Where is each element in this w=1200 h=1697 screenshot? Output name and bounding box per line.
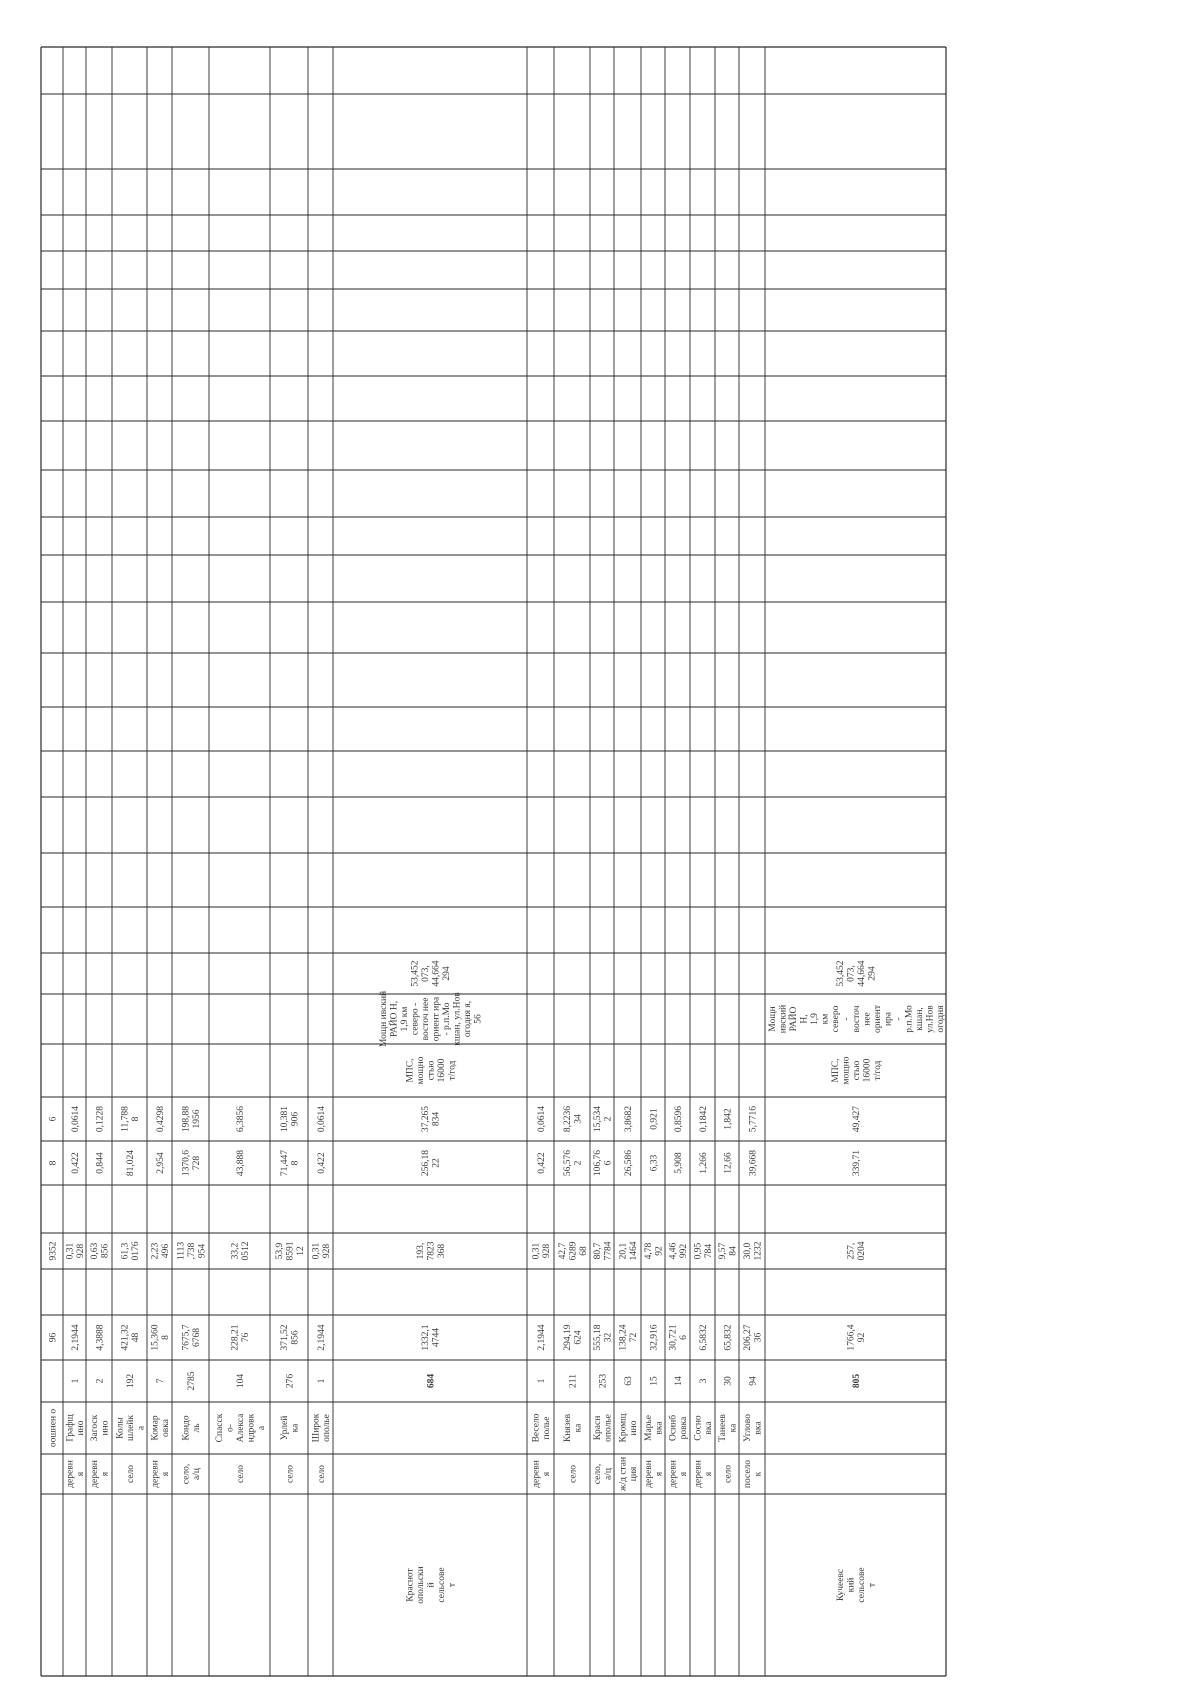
cell-c9: 1370,6728: [181, 1149, 203, 1177]
cell-count: 276: [285, 1373, 296, 1389]
cell-count: 104: [235, 1373, 246, 1389]
cell-area: 2,1944: [70, 1324, 81, 1351]
cell-count: 15: [649, 1376, 660, 1386]
cell-c9: 339,71: [851, 1149, 862, 1177]
cell-count: 94: [748, 1376, 759, 1386]
cell-count: 2785: [186, 1371, 197, 1391]
cell-area: 371,52856: [280, 1324, 301, 1351]
cell-c10: 49,427: [851, 1105, 862, 1133]
cell-area: 96: [48, 1332, 59, 1343]
cell-c7: 0,31928: [65, 1242, 87, 1260]
cell-count: 684: [426, 1373, 437, 1389]
cell-c10: 198,881956: [181, 1105, 203, 1133]
cell-area: 555,1832: [593, 1324, 614, 1351]
cell-settlement: Кучеевскийсельсовет: [836, 1567, 878, 1603]
cell-area: 6,5832: [698, 1324, 709, 1351]
cell-count: 1: [70, 1378, 81, 1384]
cell-c10: 0,8596: [673, 1105, 684, 1133]
cell-c7: 0,31928: [311, 1242, 333, 1260]
cell-facility: МПС,мощностью16000т/год: [830, 1056, 883, 1085]
cell-c7: 4,7892: [644, 1242, 665, 1260]
cell-type: село: [125, 1464, 136, 1484]
cell-name: Комаровка: [150, 1415, 172, 1441]
cell-area: 421,3248: [120, 1324, 142, 1351]
cell-c10: 6,3856: [235, 1105, 246, 1133]
cell-count: 63: [623, 1376, 634, 1386]
cell-c10: 10,381906: [280, 1105, 301, 1133]
cell-name: Кондоль: [181, 1415, 203, 1441]
cell-area: 1766,492: [846, 1324, 868, 1351]
cell-count: 7: [155, 1378, 166, 1384]
cell-c7: 20,11464: [618, 1241, 640, 1261]
cell-name: Веселополье: [531, 1413, 553, 1443]
cell-count: 14: [673, 1376, 684, 1386]
cell-desc: Мощн ивскийРАЙО Н,1,9 кмсеверо -восточ нееориент ира- р.п.Мокшан, ул.Новогодня я,56: [379, 990, 484, 1048]
cell-type: деревня: [150, 1460, 172, 1488]
cell-facility: МПС,мощностью16000т/год: [405, 1056, 458, 1085]
cell-c9: 71,4478: [280, 1149, 301, 1177]
cell-type: село: [723, 1464, 734, 1484]
cell-c9: 39,668: [748, 1149, 759, 1177]
cell-type: деревня: [668, 1460, 690, 1488]
cell-c9: 1,266: [698, 1152, 709, 1174]
cell-c10: 15,5342: [593, 1105, 614, 1133]
cell-area: 32,916: [649, 1324, 660, 1351]
cell-c9: 12,66: [723, 1152, 734, 1174]
cell-type: ж/д станция: [618, 1456, 640, 1492]
cell-c10: 0,4298: [155, 1105, 166, 1133]
cell-area: 4,3888: [95, 1324, 106, 1351]
cell-name: Краснополье: [593, 1414, 614, 1442]
cell-area: 65,832: [723, 1324, 734, 1351]
cell-name: Осинбровка: [668, 1414, 690, 1442]
cell-count: 1: [316, 1378, 327, 1384]
cell-area: 15,3608: [150, 1324, 172, 1351]
cell-c7: 4,46992: [668, 1242, 690, 1260]
cell-count: 253: [598, 1373, 609, 1389]
cell-name: Шиpoкополье: [311, 1413, 333, 1443]
cell-area: 138,2472: [618, 1324, 640, 1351]
cell-type: село: [285, 1464, 296, 1484]
cell-c9: 26,586: [623, 1149, 634, 1177]
cell-name: Сосновка: [693, 1415, 715, 1441]
cell-type: деревня: [644, 1460, 665, 1488]
cell-c9: 106,766: [593, 1149, 614, 1177]
cell-type: деревня: [693, 1460, 715, 1488]
cell-c9: 5,908: [673, 1152, 684, 1174]
cell-area: 2,1944: [536, 1324, 547, 1351]
cell-c7: 53,9859112: [274, 1241, 306, 1261]
cell-c7: 2,23496: [150, 1242, 172, 1260]
cell-type: село: [316, 1464, 327, 1484]
cell-c9: 0,422: [536, 1152, 547, 1174]
cell-settlement: Краснотопольскийсельсовет: [405, 1566, 458, 1604]
cell-name: Графщино: [65, 1414, 87, 1442]
cell-coords: 53,452073,44,664294: [836, 960, 878, 987]
cell-c7: 9352: [48, 1241, 59, 1261]
cell-type: деревня: [531, 1460, 553, 1488]
cell-name: Князевка: [563, 1413, 584, 1443]
cell-c9: 256,1822: [421, 1149, 442, 1177]
cell-type: поселок: [743, 1459, 764, 1489]
cell-name: Колышлейка: [115, 1415, 147, 1441]
cell-c10: 1,842: [723, 1108, 734, 1130]
cell-c10: 0,1228: [95, 1105, 106, 1133]
cell-type: деревня: [90, 1460, 111, 1488]
cell-c10: 0,0614: [536, 1105, 547, 1133]
cell-c10: 8,223634: [563, 1105, 584, 1133]
cell-name: Углововка: [743, 1414, 764, 1442]
cell-c7: 0,95784: [693, 1242, 715, 1260]
cell-c9: 2,954: [155, 1152, 166, 1174]
cell-area: 206,2736: [743, 1324, 764, 1351]
cell-count: 1: [536, 1378, 547, 1384]
cell-desc: МощнивскийРАЙОН,1,9кмсеверо-восточнееориентира-р.п.Мокшан,ул.Новогодня: [767, 1004, 946, 1034]
cell-count: 192: [125, 1373, 136, 1389]
cell-count: 3: [698, 1378, 709, 1384]
cell-coords: 53,452073,44,664294: [410, 960, 453, 987]
cell-c9: 56,5762: [563, 1149, 584, 1177]
cell-c10: 11,7888: [120, 1106, 142, 1132]
cell-c9: 43,888: [235, 1149, 246, 1177]
table-lines: [41, 47, 946, 1676]
cell-name: Спасско-Александровка: [214, 1413, 267, 1443]
cell-name: оошнен о: [48, 1408, 59, 1448]
cell-c7: 80,77784: [593, 1241, 614, 1261]
cell-c9: 81,024: [125, 1149, 136, 1177]
cell-c10: 0,0614: [316, 1105, 327, 1133]
cell-count: 805: [851, 1373, 862, 1389]
cell-area: 294,19624: [563, 1324, 584, 1351]
cell-c7: 0,63856: [90, 1242, 111, 1260]
cell-c7: 9,5784: [718, 1242, 739, 1260]
cell-c7: 61,30176: [120, 1241, 142, 1261]
cell-c10: 3,8682: [623, 1105, 634, 1133]
table-cells: [48, 960, 946, 1604]
cell-c7: 33,20512: [230, 1241, 252, 1261]
cell-area: 30,7216: [668, 1324, 690, 1351]
cell-count: 30: [723, 1376, 734, 1386]
cell-area: 1332,14744: [421, 1324, 442, 1351]
cell-c9: 0,422: [316, 1152, 327, 1174]
cell-c10: 37,265834: [421, 1105, 442, 1133]
cell-area: 2,1944: [316, 1324, 327, 1351]
cell-c9: 6,33: [649, 1154, 660, 1172]
cell-name: Танеевка: [718, 1414, 739, 1442]
cell-c10: 0,1842: [698, 1105, 709, 1133]
cell-area: 7675,76768: [181, 1324, 203, 1351]
cell-c10: 5,7716: [748, 1105, 759, 1133]
cell-c7: 42,7628968: [557, 1241, 589, 1261]
cell-c7: 0,31928: [531, 1242, 553, 1260]
cell-c9: 0,844: [95, 1152, 106, 1174]
cell-c10: 0,0614: [70, 1105, 81, 1133]
cell-c7: 193,7823368: [415, 1241, 447, 1261]
cell-type: село,а/ц: [181, 1463, 203, 1485]
cell-c9: 8: [48, 1160, 59, 1166]
cell-c9: 0,422: [70, 1152, 81, 1174]
cell-name: Загоскино: [90, 1414, 111, 1442]
cell-area: 228,2176: [230, 1324, 252, 1351]
cell-c7: 257,0204: [846, 1241, 868, 1261]
cell-c10: 0,921: [649, 1108, 660, 1130]
cell-count: 211: [568, 1374, 579, 1388]
cell-name: Урлейка: [280, 1415, 301, 1441]
cell-type: село: [568, 1464, 579, 1484]
cell-c7: 30,01232: [743, 1241, 764, 1261]
cell-type: село,а/ц: [593, 1463, 614, 1485]
cell-c10: 6: [48, 1116, 59, 1122]
cell-c7: 1113,738954: [176, 1241, 208, 1261]
cell-count: 2: [95, 1378, 106, 1384]
cell-type: село: [235, 1464, 246, 1484]
cell-name: Марьевка: [644, 1415, 665, 1441]
cell-type: деревня: [65, 1460, 87, 1488]
cell-name: Кромщино: [618, 1413, 640, 1443]
